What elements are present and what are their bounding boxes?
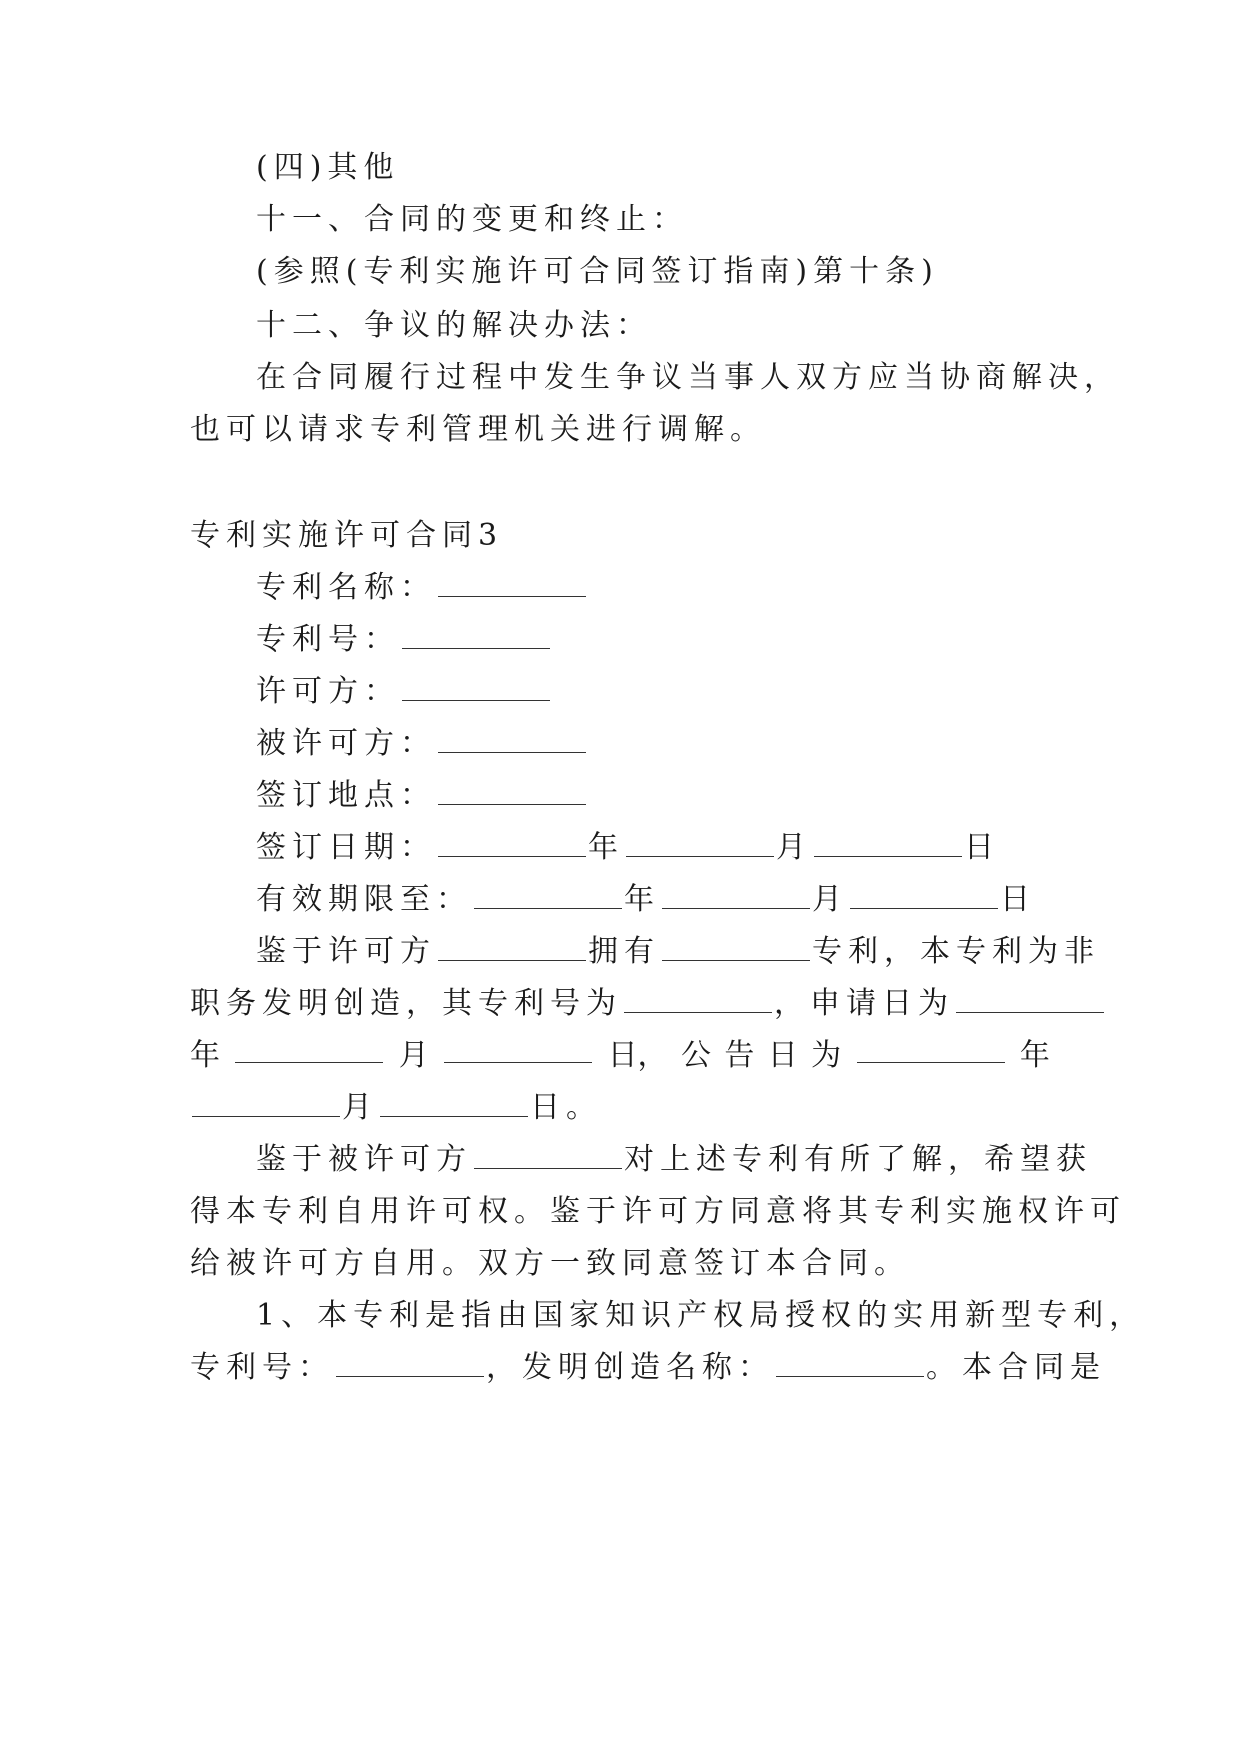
blank-line — [402, 674, 550, 701]
text: 年 — [1019, 1038, 1050, 1073]
field-label: 签订地点： — [256, 778, 436, 813]
field-label: 专利名称： — [256, 570, 436, 605]
section-other: (四)其他 — [256, 150, 400, 185]
text: 月 — [398, 1038, 429, 1073]
clause-11-reference: (参照(专利实施许可合同签订指南)第十条) — [256, 254, 939, 289]
field-licensor — [256, 672, 552, 712]
blank-line — [192, 1090, 340, 1117]
para3-line1: 1、本专利是指由国家知识产权局授权的实用新型专利， — [256, 1298, 1146, 1333]
field-patent-number — [256, 620, 552, 660]
blank-line — [814, 830, 962, 857]
blank-line — [956, 986, 1104, 1013]
field-sign-date — [256, 828, 1000, 868]
text: ，发明创造名称： — [486, 1350, 774, 1385]
blank-line — [474, 1142, 622, 1169]
month-label: 月 — [776, 830, 812, 865]
contract-title: 专利实施许可合同3 — [190, 518, 504, 553]
text: 日 — [767, 1038, 798, 1073]
field-label: 专利号： — [256, 622, 400, 657]
text: 鉴于许可方 — [256, 934, 436, 969]
field-label: 许可方： — [256, 674, 400, 709]
blank-line — [235, 1036, 383, 1063]
text: 公 — [680, 1038, 711, 1073]
text: 专利，本专利为非 — [812, 934, 1100, 969]
blank-line — [380, 1090, 528, 1117]
blank-line — [662, 882, 810, 909]
year-label: 年 — [624, 882, 660, 917]
text: 拥有 — [588, 934, 660, 969]
year-label: 年 — [588, 830, 624, 865]
field-valid-until — [256, 880, 1036, 920]
blank-line — [624, 986, 772, 1013]
day-label: 日 — [964, 830, 1000, 865]
para1-line1 — [256, 932, 1100, 972]
field-label: 被许可方： — [256, 726, 436, 761]
para3-line2 — [190, 1348, 1106, 1388]
field-label: 有效期限至： — [256, 882, 472, 917]
blank-line — [626, 830, 774, 857]
text: 对上述专利有所了解，希望获 — [624, 1142, 1092, 1177]
text: 鉴于被许可方 — [256, 1142, 472, 1177]
field-label: 签订日期： — [256, 830, 436, 865]
text: ，申请日为 — [774, 986, 954, 1021]
text: 告 — [724, 1038, 755, 1073]
text: 日， — [607, 1038, 668, 1073]
blank-line — [438, 778, 586, 805]
day-label: 日 — [1000, 882, 1036, 917]
blank-line — [857, 1036, 1005, 1063]
blank-line — [444, 1036, 592, 1063]
field-patent-name — [256, 568, 588, 608]
blank-line — [402, 622, 550, 649]
blank-line — [662, 934, 810, 961]
clause-11-heading: 十一、合同的变更和终止： — [256, 202, 688, 237]
blank-line — [776, 1350, 924, 1377]
para1-line4 — [190, 1088, 602, 1128]
text: 专利号： — [190, 1350, 334, 1385]
para1-line2 — [190, 984, 1106, 1024]
para1-line3 — [190, 1036, 1050, 1076]
text: 月 — [342, 1090, 378, 1125]
text: 年 — [190, 1038, 220, 1073]
blank-line — [438, 934, 586, 961]
clause-12-heading: 十二、争议的解决办法： — [256, 308, 652, 343]
field-sign-place — [256, 776, 588, 816]
blank-line — [438, 570, 586, 597]
text: 日。 — [530, 1090, 602, 1125]
clause-12-text-2: 也可以请求专利管理机关进行调解。 — [190, 412, 766, 447]
para2-line1 — [256, 1140, 1092, 1180]
month-label: 月 — [812, 882, 848, 917]
blank-line — [336, 1350, 484, 1377]
clause-12-text-1: 在合同履行过程中发生争议当事人双方应当协商解决， — [256, 360, 1120, 395]
text: 职务发明创造，其专利号为 — [190, 986, 622, 1021]
blank-line — [438, 830, 586, 857]
para2-line2: 得本专利自用许可权。鉴于许可方同意将其专利实施权许可 — [190, 1194, 1126, 1229]
blank-line — [438, 726, 586, 753]
para2-line3: 给被许可方自用。双方一致同意签订本合同。 — [190, 1246, 910, 1281]
blank-line — [474, 882, 622, 909]
field-licensee — [256, 724, 588, 764]
text: 。本合同是 — [926, 1350, 1106, 1385]
text: 为 — [811, 1038, 842, 1073]
blank-line — [850, 882, 998, 909]
